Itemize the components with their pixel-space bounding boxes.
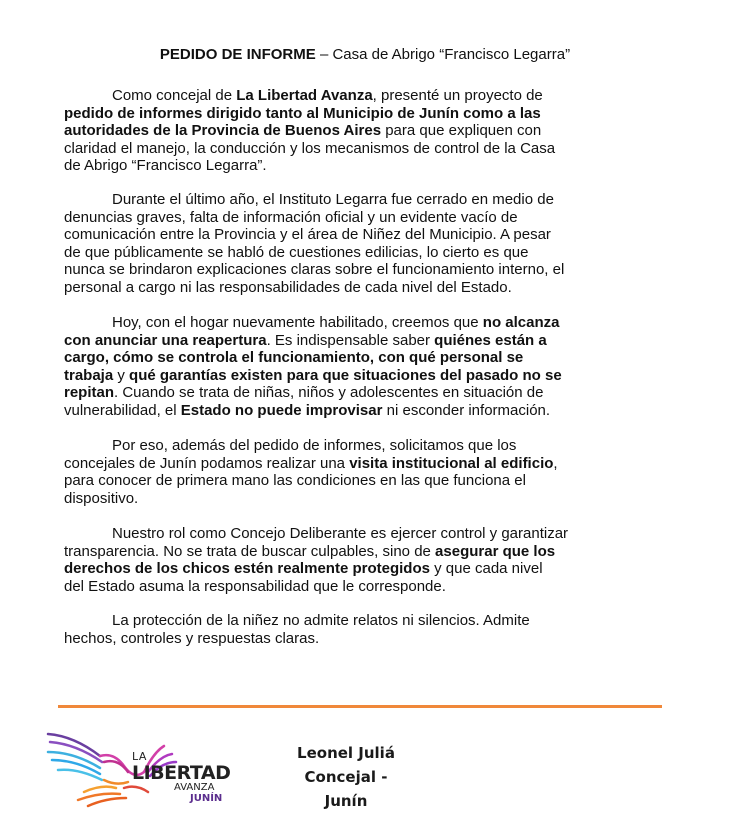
text: hechos, controles y respuestas claras. <box>64 629 320 647</box>
bold-text: pedido de informes dirigido tanto al Municipio de Junín como a las <box>64 104 541 122</box>
bold-text: La Libertad Avanza <box>236 87 373 104</box>
text-line <box>64 525 684 543</box>
bold-text: autoridades de la Provincia de Buenos Aires <box>64 122 382 140</box>
paragraph <box>64 314 684 420</box>
bold-text: no alcanza <box>482 314 560 331</box>
text-line <box>64 87 684 105</box>
text: . Cuando se trata de niñas, niños y adolescentes en situación de <box>114 384 544 402</box>
bold-text: derechos de los chicos estén realmente protegidos <box>64 560 430 578</box>
bold-text: con anunciar una reapertura <box>64 331 267 349</box>
text: para conocer de primera mano las condiciones en las que funciona el <box>64 472 526 490</box>
bold-text: visita institucional al edificio <box>349 454 554 472</box>
bold-text: trabaja <box>64 366 114 384</box>
signature-role: Concejal - Junín <box>304 768 388 810</box>
logo-libertad: LIBERTAD <box>132 762 231 784</box>
text: , presenté un proyecto de <box>372 87 543 104</box>
text-line <box>64 191 684 209</box>
text-line <box>64 157 684 175</box>
bold-text: quiénes están a <box>434 331 547 349</box>
text-line <box>64 122 684 140</box>
paragraph <box>64 525 684 595</box>
text-line <box>64 261 684 279</box>
text-line <box>64 490 684 508</box>
text-line <box>64 630 684 648</box>
text-line <box>64 612 684 630</box>
text-line <box>64 332 684 350</box>
logo-junin: JUNÍN <box>190 793 223 804</box>
signature-name: Leonel Juliá <box>297 744 395 762</box>
text: de Abrigo “Francisco Legarra”. <box>64 157 267 175</box>
text-line <box>64 105 684 123</box>
title-rest: – Casa de Abrigo “Francisco Legarra” <box>315 46 571 63</box>
text-line <box>64 209 684 227</box>
text: dispositivo. <box>64 489 139 507</box>
text-line <box>64 244 684 262</box>
text-line <box>64 384 684 402</box>
footer-divider <box>58 705 662 708</box>
text: nunca se brindaron explicaciones claras sobre el funcionamiento interno, el <box>64 261 565 279</box>
text-line <box>64 437 684 455</box>
text-line <box>64 472 684 490</box>
text: denuncias graves, falta de información oficial y un evidente vacío de <box>64 208 518 226</box>
title-bold: PEDIDO DE INFORME <box>159 46 316 63</box>
text: y que cada nivel <box>429 560 543 578</box>
text: para que expliquen con <box>381 122 542 140</box>
paragraph <box>64 87 684 175</box>
paragraph <box>64 437 684 507</box>
paragraph <box>64 191 684 297</box>
text-line <box>64 367 684 385</box>
text: Como concejal de <box>112 87 237 104</box>
text: . Es indispensable saber <box>266 331 435 349</box>
text: y <box>113 366 130 384</box>
text: ni esconder información. <box>382 401 551 419</box>
text: del Estado asuma la responsabilidad que le corresponde. <box>64 577 446 595</box>
text: Nuestro rol como Concejo Deliberante es ejercer control y garantizar <box>112 525 569 542</box>
signature-block <box>282 741 410 813</box>
text: comunicación entre la Provincia y el área de Niñez del Municipio. A pesar <box>64 226 551 244</box>
text: de que públicamente se habló de cuestiones edilicias, lo cierto es que <box>64 243 529 261</box>
text-line <box>64 140 684 158</box>
bold-text: qué garantías existen para que situaciones del pasado no se <box>129 366 562 384</box>
bold-text: cargo, cómo se controla el funcionamiento, con qué personal se <box>64 349 524 367</box>
text: claridad el manejo, la conducción y los mecanismos de control de la Casa <box>64 139 556 157</box>
bold-text: repitan <box>64 384 115 402</box>
bold-text: Estado no puede improvisar <box>180 401 383 419</box>
text-line <box>64 455 684 473</box>
paragraph <box>64 612 684 647</box>
text-line <box>64 314 684 332</box>
text: concejales de Junín podamos realizar una <box>64 454 350 472</box>
text-line <box>64 279 684 297</box>
text: , <box>553 454 558 472</box>
text: Por eso, además del pedido de informes, solicitamos que los <box>112 437 517 454</box>
text-line <box>64 402 684 420</box>
text: La protección de la niñez no admite relatos ni silencios. Admite <box>112 612 530 629</box>
logo-la: LA <box>132 750 147 763</box>
text: Hoy, con el hogar nuevamente habilitado, creemos que <box>112 314 483 331</box>
text: transparencia. No se trata de buscar culpables, sino de <box>64 542 436 560</box>
text-line <box>64 543 684 561</box>
text: vulnerabilidad, el <box>64 401 181 419</box>
text-line <box>64 349 684 367</box>
text: Durante el último año, el Instituto Legarra fue cerrado en medio de <box>112 191 554 208</box>
logo-avanza: AVANZA <box>174 782 215 793</box>
text: personal a cargo ni las responsabilidades de cada nivel del Estado. <box>64 278 512 296</box>
text-line <box>64 226 684 244</box>
text-line <box>64 578 684 596</box>
text-line <box>64 560 684 578</box>
document-title <box>0 46 730 64</box>
bold-text: asegurar que los <box>435 542 556 560</box>
